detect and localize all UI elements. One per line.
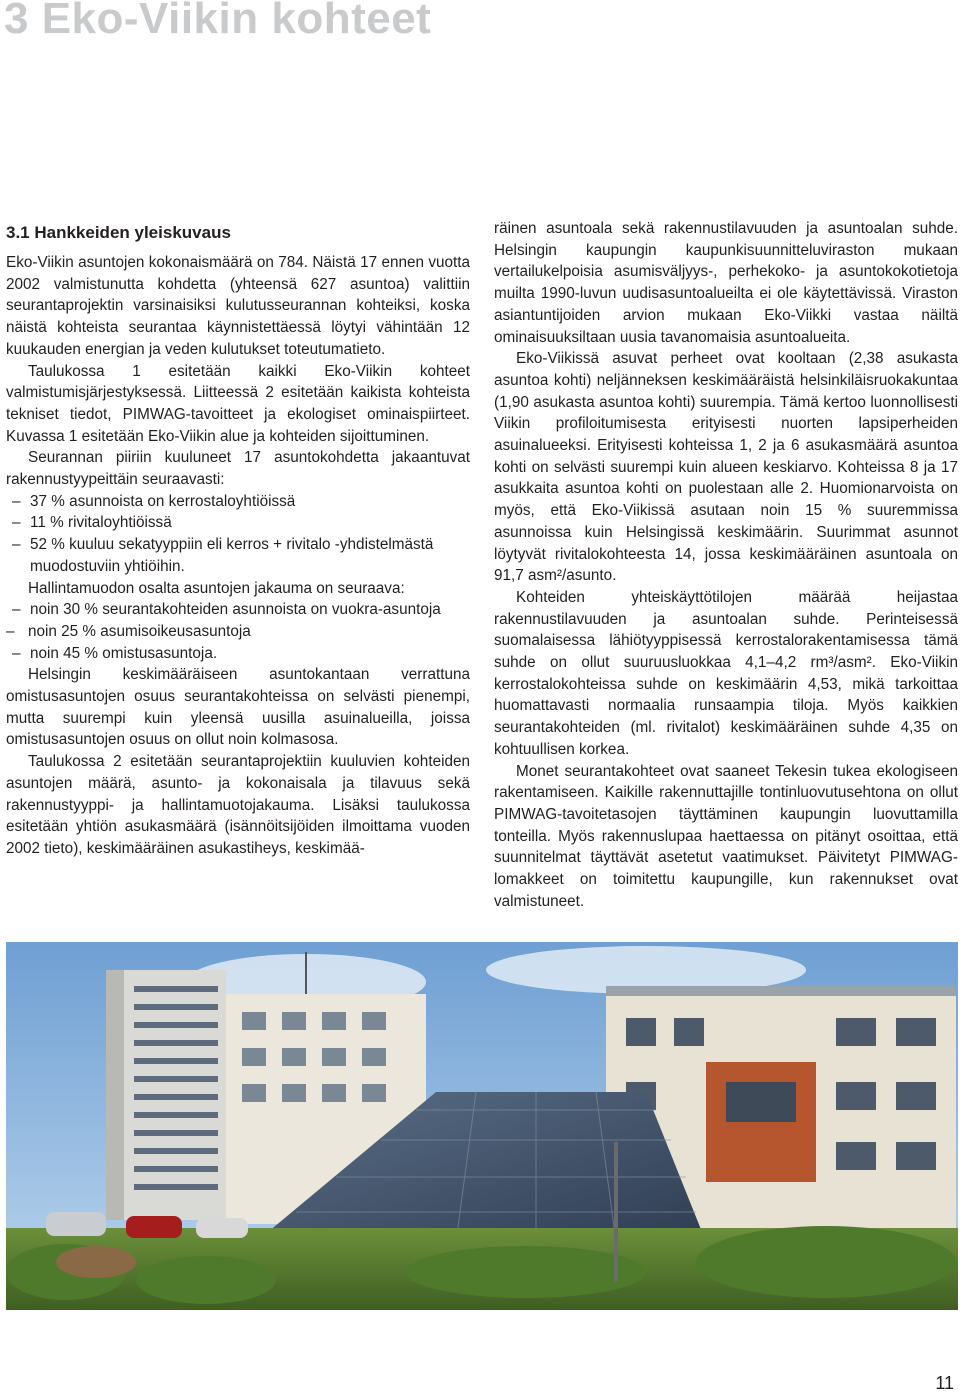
paragraph: Helsingin keskimääräiseen asuntokantaan verrattuna omistusasuntojen osuus seurantakohteissa on selvästi pienempi, mutta suurempi kuin yleensä uusilla asuinalueilla, joissa omistusasuntojen osuus on ollut noin kolmasosa. — [6, 666, 470, 749]
right-column — [494, 218, 958, 913]
left-column — [6, 222, 470, 860]
list-item: – noin 25 % asumisoikeusasuntoja — [6, 621, 470, 643]
paragraph: Hallintamuodon osalta asuntojen jakauma on seuraava: — [28, 579, 405, 597]
paragraph: Taulukossa 1 esitetään kaikki Eko-Viikin kohteet valmistumisjärjestyksessä. Liitteessä 2 esitetään kaikista kohteista tekniset tiedot, PIMWAG-tavoitteet ja ekologiset ominaispiirteet. Kuvassa 1 esitetään Eko-Viikin alue ja kohteiden sijoittuminen. — [6, 362, 470, 445]
list-item: – noin 30 % seurantakohteiden asunnoista on vuokra-asuntoja — [6, 599, 470, 621]
paragraph: Kohteiden yhteiskäyttötilojen määrää heijastaa rakennustilavuuden ja asuntoalan suhde. Perinteisessä suomalaisessa lähiötyyppisessä kerrostalorakentamisessa tämä suhde on ollut suuruusluokkaa 4,1–4,2 rm³/asm². Eko-Viikin kerrostalokohteissa suhde on keskimäärin 4,53, mikä tarkoittaa huomattavasti normaalia runsaampia tiloja. Myös kaikkien seurantakohteiden (ml. rivitalot) keskimääräinen suhde 4,35 on kohtuullisen korkea. — [494, 588, 958, 758]
paragraph: Monet seurantakohteet ovat saaneet Tekesin tukea ekologiseen rakentamiseen. Kaikille rakennuttajille tontinluovutusehtona on ollut PIMWAG-tavoitetasojen täyttäminen kaupungin luovuttamilla tonteilla. Myös rakennuslupaa haettaessa on pitänyt osoittaa, että suunnitelmat täyttävät asetetut vaatimukset. Päivitetyt PIMWAG-lomakkeet on toimitettu kaupungille, kun rakennukset ovat valmistuneet. — [494, 762, 958, 910]
building-photo — [6, 942, 958, 1310]
list-item: – 52 % kuuluu sekatyyppiin eli kerros + rivitalo -yhdistelmästä muodostuviin yhtiöihin. — [6, 534, 470, 577]
paragraph: Seurannan piiriin kuuluneet 17 asuntokohdetta jakaantuvat rakennustyypeittäin seuraavasti: — [6, 449, 470, 489]
chapter-title: 3 Eko-Viikin kohteet — [4, 0, 432, 43]
paragraph: Eko-Viikissä asuvat perheet ovat kooltaan (2,38 asukasta asuntoa kohti) neljänneksen keskimääräistä helsinkiläisruokakuntaa (1,90 asukasta asuntoa kohti) suurempia. Tämä kertoo luonnollisesti Viikin profiloitumisesta erityisesti nuorten lapsiperheiden asuinalueeksi. Erityisesti kohteissa 1, 2 ja 6 asukasmäärä asuntoa kohti on selvästi suurempi kuin alueen keskiarvo. Kohteissa 8 ja 17 asukkaita asuntoa kohti on puolestaan alle 2. Huomionarvoista on myös, että Eko-Viikissä asutaan noin 15 % suuremmissa asunnoissa kuin Helsingissä keskimäärin. Suurimmat asunnot löytyvät rivitalokohteesta 14, jossa keskimääräinen asuntoala on 91,7 asm²/asunto. — [494, 350, 958, 585]
tenure-list — [6, 599, 470, 664]
paragraph: räinen asuntoala sekä rakennustilavuuden ja asuntoalan suhde. Helsingin kaupungin kaupunkisuunnitteluviraston mukaan vertailukelpoisia asumisväljyys-, perhekoko- ja asuntokokotietoja muilta 1990-luvun uudisasuntoalueilta ei ole käytettävissä. Viraston asiantuntijoiden arvion mukaan Eko-Viikki vastaa näiltä ominaisuuksiltaan uusia tavanomaisia asuntoalueita. — [494, 220, 958, 346]
building-type-list — [6, 491, 470, 578]
paragraph: Taulukossa 2 esitetään seurantaprojektiin kuuluvien kohteiden asuntojen määrä, asunto- ja kokonaisala ja tilavuus sekä rakennustyyppi- ja hallintamuotojakauma. Lisäksi taulukossa esitetään yhtiön asukasmäärä (isännöitsijöiden ilmoittama vuoden 2002 tieto), keskimääräinen asukastiheys, keskimää- — [6, 753, 470, 857]
list-item: – noin 45 % omistusasuntoja. — [6, 643, 470, 665]
section-heading: 3.1 Hankkeiden yleiskuvaus — [6, 223, 231, 242]
paragraph: Eko-Viikin asuntojen kokonaismäärä on 784. Näistä 17 ennen vuotta 2002 valmistunutta kohdetta (yhteensä 627 asuntoa) valittiin seurantaprojektin varsinaisiksi kulutusseurannan kohteiksi, koska näistä kohteista seurantaa käynnistettäessä löytyi vähintään 12 kuukauden energian ja veden kulutukset toteutumatieto. — [6, 254, 470, 358]
tower-building — [106, 970, 226, 1220]
list-item: – 11 % rivitaloyhtiöissä — [6, 512, 470, 534]
list-item: – 37 % asunnoista on kerrostaloyhtiöissä — [6, 491, 470, 513]
soil-mound — [56, 1246, 136, 1278]
page-number: 11 — [935, 1373, 954, 1393]
